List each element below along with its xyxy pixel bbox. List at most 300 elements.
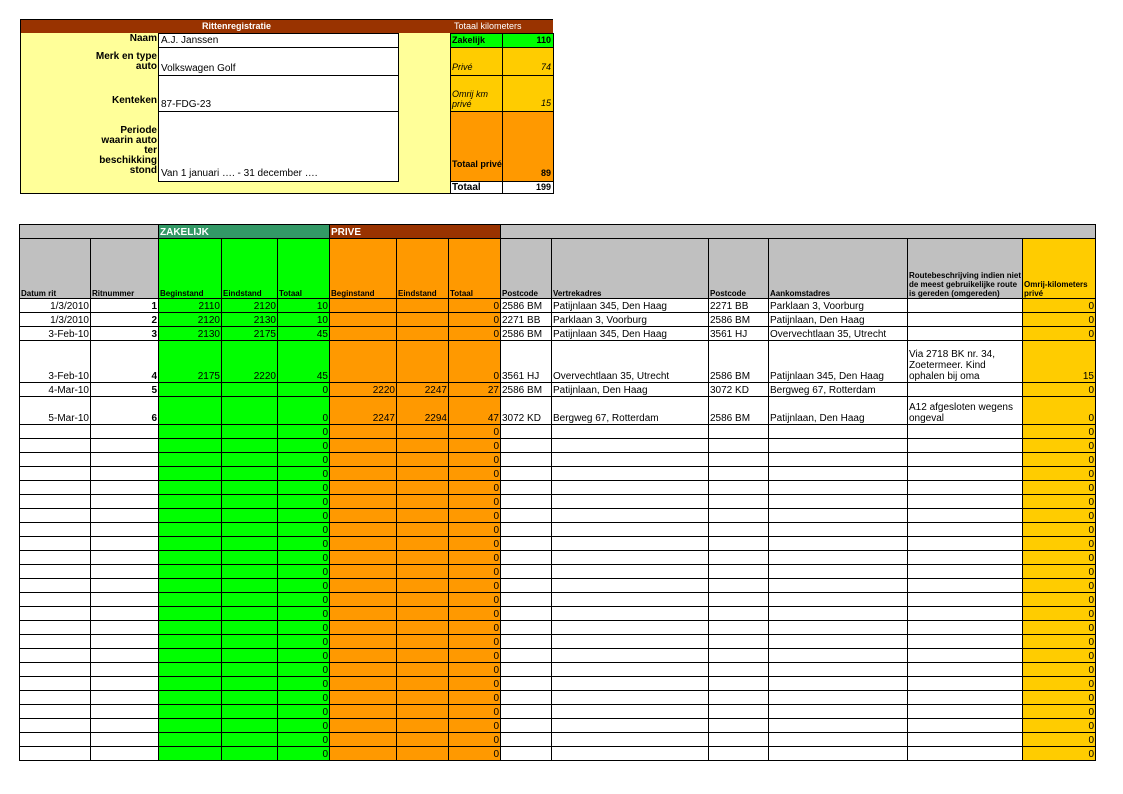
cell-aankomstadres[interactable] bbox=[769, 677, 908, 691]
cell-prive-begin[interactable] bbox=[330, 453, 397, 467]
cell-prive-begin[interactable] bbox=[330, 481, 397, 495]
cell-zakelijk-totaal[interactable]: 0 bbox=[278, 705, 330, 719]
cell-omrij-km[interactable]: 0 bbox=[1023, 383, 1096, 397]
cell-zakelijk-begin[interactable] bbox=[159, 579, 222, 593]
cell-prive-eind[interactable] bbox=[397, 313, 449, 327]
cell-routebeschrijving[interactable] bbox=[908, 537, 1023, 551]
cell-aankomst-postcode[interactable] bbox=[709, 649, 769, 663]
cell-vertrek-postcode[interactable] bbox=[501, 621, 552, 635]
cell-vertrekadres[interactable]: Parklaan 3, Voorburg bbox=[552, 313, 709, 327]
cell-prive-begin[interactable] bbox=[330, 327, 397, 341]
cell-vertrekadres[interactable] bbox=[552, 607, 709, 621]
cell-datum[interactable] bbox=[20, 481, 91, 495]
cell-prive-begin[interactable] bbox=[330, 635, 397, 649]
cell-routebeschrijving[interactable]: Via 2718 BK nr. 34, Zoetermeer. Kind ophalen bij oma bbox=[908, 341, 1023, 383]
cell-aankomst-postcode[interactable] bbox=[709, 453, 769, 467]
cell-aankomstadres[interactable] bbox=[769, 523, 908, 537]
cell-omrij-km[interactable]: 0 bbox=[1023, 313, 1096, 327]
cell-vertrekadres[interactable] bbox=[552, 425, 709, 439]
cell-zakelijk-eind[interactable] bbox=[222, 397, 278, 425]
cell-prive-totaal[interactable]: 27 bbox=[449, 383, 501, 397]
cell-prive-eind[interactable] bbox=[397, 509, 449, 523]
cell-routebeschrijving[interactable] bbox=[908, 467, 1023, 481]
cell-vertrek-postcode[interactable] bbox=[501, 719, 552, 733]
cell-zakelijk-totaal[interactable]: 0 bbox=[278, 719, 330, 733]
cell-vertrek-postcode[interactable] bbox=[501, 537, 552, 551]
cell-vertrek-postcode[interactable] bbox=[501, 677, 552, 691]
cell-zakelijk-eind[interactable] bbox=[222, 677, 278, 691]
cell-aankomstadres[interactable]: Parklaan 3, Voorburg bbox=[769, 299, 908, 313]
cell-prive-eind[interactable] bbox=[397, 607, 449, 621]
cell-prive-begin[interactable]: 2220 bbox=[330, 383, 397, 397]
cell-vertrek-postcode[interactable]: 3072 KD bbox=[501, 397, 552, 425]
cell-prive-begin[interactable] bbox=[330, 579, 397, 593]
cell-vertrek-postcode[interactable]: 2586 BM bbox=[501, 327, 552, 341]
cell-aankomstadres[interactable] bbox=[769, 593, 908, 607]
cell-ritnummer[interactable] bbox=[91, 719, 159, 733]
cell-vertrekadres[interactable]: Bergweg 67, Rotterdam bbox=[552, 397, 709, 425]
cell-prive-begin[interactable] bbox=[330, 733, 397, 747]
cell-ritnummer[interactable] bbox=[91, 593, 159, 607]
cell-zakelijk-eind[interactable] bbox=[222, 537, 278, 551]
cell-ritnummer[interactable] bbox=[91, 635, 159, 649]
cell-zakelijk-eind[interactable] bbox=[222, 495, 278, 509]
cell-aankomst-postcode[interactable] bbox=[709, 733, 769, 747]
cell-vertrek-postcode[interactable] bbox=[501, 565, 552, 579]
cell-omrij-km[interactable]: 0 bbox=[1023, 677, 1096, 691]
cell-aankomst-postcode[interactable] bbox=[709, 565, 769, 579]
cell-omrij-km[interactable]: 0 bbox=[1023, 523, 1096, 537]
cell-omrij-km[interactable]: 0 bbox=[1023, 747, 1096, 761]
cell-ritnummer[interactable] bbox=[91, 677, 159, 691]
cell-vertrek-postcode[interactable] bbox=[501, 453, 552, 467]
cell-zakelijk-totaal[interactable]: 0 bbox=[278, 747, 330, 761]
cell-zakelijk-eind[interactable] bbox=[222, 383, 278, 397]
cell-vertrekadres[interactable] bbox=[552, 439, 709, 453]
cell-aankomst-postcode[interactable] bbox=[709, 607, 769, 621]
cell-vertrek-postcode[interactable] bbox=[501, 523, 552, 537]
cell-prive-eind[interactable] bbox=[397, 705, 449, 719]
cell-aankomstadres[interactable] bbox=[769, 453, 908, 467]
cell-zakelijk-begin[interactable] bbox=[159, 439, 222, 453]
cell-prive-eind[interactable] bbox=[397, 621, 449, 635]
cell-aankomst-postcode[interactable] bbox=[709, 537, 769, 551]
cell-prive-totaal[interactable]: 0 bbox=[449, 677, 501, 691]
cell-zakelijk-eind[interactable] bbox=[222, 733, 278, 747]
cell-prive-eind[interactable] bbox=[397, 453, 449, 467]
cell-zakelijk-eind[interactable] bbox=[222, 467, 278, 481]
cell-zakelijk-eind[interactable] bbox=[222, 481, 278, 495]
cell-prive-begin[interactable] bbox=[330, 621, 397, 635]
cell-vertrek-postcode[interactable] bbox=[501, 747, 552, 761]
cell-prive-totaal[interactable]: 0 bbox=[449, 425, 501, 439]
cell-datum[interactable]: 3-Feb-10 bbox=[20, 341, 91, 383]
cell-datum[interactable] bbox=[20, 705, 91, 719]
cell-routebeschrijving[interactable] bbox=[908, 677, 1023, 691]
cell-aankomstadres[interactable] bbox=[769, 607, 908, 621]
cell-aankomstadres[interactable]: Patijnlaan 345, Den Haag bbox=[769, 341, 908, 383]
cell-zakelijk-eind[interactable] bbox=[222, 425, 278, 439]
cell-routebeschrijving[interactable] bbox=[908, 607, 1023, 621]
cell-omrij-km[interactable]: 0 bbox=[1023, 593, 1096, 607]
cell-zakelijk-totaal[interactable]: 0 bbox=[278, 383, 330, 397]
cell-vertrek-postcode[interactable] bbox=[501, 481, 552, 495]
cell-vertrekadres[interactable] bbox=[552, 635, 709, 649]
cell-vertrek-postcode[interactable]: 2586 BM bbox=[501, 383, 552, 397]
cell-zakelijk-begin[interactable] bbox=[159, 565, 222, 579]
cell-zakelijk-totaal[interactable]: 0 bbox=[278, 495, 330, 509]
cell-vertrek-postcode[interactable]: 2586 BM bbox=[501, 299, 552, 313]
cell-prive-totaal[interactable]: 0 bbox=[449, 299, 501, 313]
cell-zakelijk-begin[interactable] bbox=[159, 467, 222, 481]
cell-zakelijk-eind[interactable] bbox=[222, 593, 278, 607]
cell-aankomst-postcode[interactable]: 2586 BM bbox=[709, 341, 769, 383]
cell-vertrek-postcode[interactable] bbox=[501, 439, 552, 453]
cell-aankomst-postcode[interactable] bbox=[709, 425, 769, 439]
cell-zakelijk-begin[interactable] bbox=[159, 383, 222, 397]
cell-prive-totaal[interactable]: 0 bbox=[449, 341, 501, 383]
cell-datum[interactable] bbox=[20, 663, 91, 677]
cell-aankomstadres[interactable] bbox=[769, 439, 908, 453]
cell-omrij-km[interactable]: 0 bbox=[1023, 551, 1096, 565]
cell-ritnummer[interactable] bbox=[91, 439, 159, 453]
cell-vertrekadres[interactable] bbox=[552, 691, 709, 705]
cell-omrij-km[interactable]: 0 bbox=[1023, 481, 1096, 495]
cell-zakelijk-totaal[interactable]: 0 bbox=[278, 537, 330, 551]
cell-prive-totaal[interactable]: 0 bbox=[449, 509, 501, 523]
cell-aankomst-postcode[interactable] bbox=[709, 509, 769, 523]
cell-vertrekadres[interactable] bbox=[552, 747, 709, 761]
cell-prive-totaal[interactable]: 0 bbox=[449, 565, 501, 579]
cell-ritnummer[interactable]: 1 bbox=[91, 299, 159, 313]
cell-vertrek-postcode[interactable] bbox=[501, 607, 552, 621]
cell-aankomst-postcode[interactable] bbox=[709, 467, 769, 481]
cell-prive-totaal[interactable]: 47 bbox=[449, 397, 501, 425]
cell-prive-totaal[interactable]: 0 bbox=[449, 523, 501, 537]
cell-zakelijk-totaal[interactable]: 0 bbox=[278, 691, 330, 705]
cell-zakelijk-eind[interactable] bbox=[222, 509, 278, 523]
cell-zakelijk-begin[interactable]: 2175 bbox=[159, 341, 222, 383]
cell-aankomst-postcode[interactable] bbox=[709, 747, 769, 761]
cell-ritnummer[interactable]: 3 bbox=[91, 327, 159, 341]
cell-routebeschrijving[interactable] bbox=[908, 649, 1023, 663]
cell-zakelijk-eind[interactable] bbox=[222, 649, 278, 663]
cell-ritnummer[interactable] bbox=[91, 453, 159, 467]
cell-omrij-km[interactable]: 0 bbox=[1023, 439, 1096, 453]
cell-prive-totaal[interactable]: 0 bbox=[449, 663, 501, 677]
cell-datum[interactable] bbox=[20, 593, 91, 607]
cell-aankomst-postcode[interactable]: 2271 BB bbox=[709, 299, 769, 313]
cell-zakelijk-eind[interactable] bbox=[222, 747, 278, 761]
cell-vertrek-postcode[interactable] bbox=[501, 635, 552, 649]
cell-zakelijk-totaal[interactable]: 10 bbox=[278, 299, 330, 313]
cell-routebeschrijving[interactable] bbox=[908, 383, 1023, 397]
cell-routebeschrijving[interactable] bbox=[908, 495, 1023, 509]
cell-vertrek-postcode[interactable] bbox=[501, 691, 552, 705]
cell-zakelijk-eind[interactable] bbox=[222, 453, 278, 467]
cell-ritnummer[interactable] bbox=[91, 551, 159, 565]
cell-ritnummer[interactable]: 4 bbox=[91, 341, 159, 383]
cell-vertrekadres[interactable] bbox=[552, 509, 709, 523]
cell-routebeschrijving[interactable] bbox=[908, 691, 1023, 705]
cell-prive-begin[interactable] bbox=[330, 495, 397, 509]
cell-zakelijk-totaal[interactable]: 45 bbox=[278, 327, 330, 341]
cell-routebeschrijving[interactable] bbox=[908, 481, 1023, 495]
merk-field[interactable]: Volkswagen Golf bbox=[158, 47, 399, 76]
cell-prive-eind[interactable] bbox=[397, 733, 449, 747]
cell-routebeschrijving[interactable] bbox=[908, 425, 1023, 439]
cell-omrij-km[interactable]: 0 bbox=[1023, 327, 1096, 341]
cell-omrij-km[interactable]: 0 bbox=[1023, 509, 1096, 523]
cell-vertrekadres[interactable] bbox=[552, 733, 709, 747]
cell-datum[interactable] bbox=[20, 509, 91, 523]
cell-ritnummer[interactable] bbox=[91, 523, 159, 537]
cell-prive-totaal[interactable]: 0 bbox=[449, 649, 501, 663]
cell-datum[interactable] bbox=[20, 677, 91, 691]
cell-ritnummer[interactable] bbox=[91, 565, 159, 579]
cell-ritnummer[interactable]: 6 bbox=[91, 397, 159, 425]
cell-vertrekadres[interactable] bbox=[552, 537, 709, 551]
cell-datum[interactable]: 1/3/2010 bbox=[20, 313, 91, 327]
cell-ritnummer[interactable] bbox=[91, 425, 159, 439]
cell-datum[interactable] bbox=[20, 565, 91, 579]
cell-aankomst-postcode[interactable]: 2586 BM bbox=[709, 397, 769, 425]
cell-routebeschrijving[interactable]: A12 afgesloten wegens ongeval bbox=[908, 397, 1023, 425]
cell-zakelijk-totaal[interactable]: 0 bbox=[278, 509, 330, 523]
cell-vertrek-postcode[interactable] bbox=[501, 425, 552, 439]
cell-zakelijk-eind[interactable] bbox=[222, 551, 278, 565]
cell-zakelijk-begin[interactable] bbox=[159, 551, 222, 565]
cell-zakelijk-begin[interactable] bbox=[159, 747, 222, 761]
cell-aankomst-postcode[interactable] bbox=[709, 593, 769, 607]
cell-ritnummer[interactable] bbox=[91, 481, 159, 495]
cell-routebeschrijving[interactable] bbox=[908, 579, 1023, 593]
cell-ritnummer[interactable] bbox=[91, 537, 159, 551]
cell-prive-totaal[interactable]: 0 bbox=[449, 579, 501, 593]
cell-prive-eind[interactable] bbox=[397, 747, 449, 761]
cell-aankomstadres[interactable] bbox=[769, 635, 908, 649]
cell-zakelijk-begin[interactable] bbox=[159, 537, 222, 551]
cell-zakelijk-eind[interactable]: 2175 bbox=[222, 327, 278, 341]
cell-prive-begin[interactable] bbox=[330, 537, 397, 551]
cell-routebeschrijving[interactable] bbox=[908, 313, 1023, 327]
cell-zakelijk-totaal[interactable]: 10 bbox=[278, 313, 330, 327]
cell-datum[interactable] bbox=[20, 691, 91, 705]
cell-vertrekadres[interactable] bbox=[552, 551, 709, 565]
cell-prive-eind[interactable] bbox=[397, 635, 449, 649]
cell-vertrekadres[interactable] bbox=[552, 719, 709, 733]
cell-prive-begin[interactable] bbox=[330, 719, 397, 733]
cell-zakelijk-totaal[interactable]: 0 bbox=[278, 593, 330, 607]
cell-aankomstadres[interactable] bbox=[769, 579, 908, 593]
cell-omrij-km[interactable]: 0 bbox=[1023, 453, 1096, 467]
cell-aankomst-postcode[interactable] bbox=[709, 551, 769, 565]
cell-datum[interactable] bbox=[20, 495, 91, 509]
cell-routebeschrijving[interactable] bbox=[908, 733, 1023, 747]
cell-zakelijk-begin[interactable] bbox=[159, 593, 222, 607]
cell-prive-eind[interactable] bbox=[397, 425, 449, 439]
cell-aankomstadres[interactable] bbox=[769, 565, 908, 579]
cell-routebeschrijving[interactable] bbox=[908, 327, 1023, 341]
cell-vertrekadres[interactable]: Patijnlaan 345, Den Haag bbox=[552, 327, 709, 341]
cell-zakelijk-totaal[interactable]: 0 bbox=[278, 425, 330, 439]
cell-vertrek-postcode[interactable]: 2271 BB bbox=[501, 313, 552, 327]
cell-vertrekadres[interactable] bbox=[552, 621, 709, 635]
cell-ritnummer[interactable]: 5 bbox=[91, 383, 159, 397]
cell-vertrek-postcode[interactable] bbox=[501, 733, 552, 747]
cell-prive-eind[interactable] bbox=[397, 341, 449, 383]
cell-vertrek-postcode[interactable] bbox=[501, 551, 552, 565]
cell-zakelijk-totaal[interactable]: 0 bbox=[278, 579, 330, 593]
cell-prive-totaal[interactable]: 0 bbox=[449, 551, 501, 565]
cell-zakelijk-eind[interactable] bbox=[222, 523, 278, 537]
cell-prive-eind[interactable] bbox=[397, 719, 449, 733]
cell-prive-totaal[interactable]: 0 bbox=[449, 467, 501, 481]
naam-field[interactable]: A.J. Janssen bbox=[158, 33, 399, 48]
cell-datum[interactable]: 5-Mar-10 bbox=[20, 397, 91, 425]
cell-vertrek-postcode[interactable] bbox=[501, 705, 552, 719]
cell-vertrek-postcode[interactable] bbox=[501, 579, 552, 593]
cell-aankomst-postcode[interactable] bbox=[709, 719, 769, 733]
cell-routebeschrijving[interactable] bbox=[908, 635, 1023, 649]
cell-zakelijk-eind[interactable] bbox=[222, 621, 278, 635]
cell-zakelijk-totaal[interactable]: 0 bbox=[278, 677, 330, 691]
cell-zakelijk-begin[interactable] bbox=[159, 509, 222, 523]
cell-datum[interactable] bbox=[20, 579, 91, 593]
cell-omrij-km[interactable]: 0 bbox=[1023, 299, 1096, 313]
cell-zakelijk-totaal[interactable]: 0 bbox=[278, 397, 330, 425]
cell-aankomst-postcode[interactable] bbox=[709, 481, 769, 495]
cell-vertrek-postcode[interactable]: 3561 HJ bbox=[501, 341, 552, 383]
cell-zakelijk-begin[interactable] bbox=[159, 733, 222, 747]
cell-aankomstadres[interactable]: Patijnlaan, Den Haag bbox=[769, 397, 908, 425]
cell-prive-eind[interactable] bbox=[397, 481, 449, 495]
cell-zakelijk-eind[interactable] bbox=[222, 719, 278, 733]
cell-zakelijk-totaal[interactable]: 0 bbox=[278, 607, 330, 621]
cell-zakelijk-eind[interactable] bbox=[222, 579, 278, 593]
cell-aankomstadres[interactable] bbox=[769, 551, 908, 565]
cell-prive-eind[interactable] bbox=[397, 299, 449, 313]
periode-field[interactable]: Van 1 januari …. - 31 december …. bbox=[158, 111, 399, 182]
cell-prive-begin[interactable] bbox=[330, 705, 397, 719]
cell-prive-totaal[interactable]: 0 bbox=[449, 621, 501, 635]
cell-zakelijk-eind[interactable] bbox=[222, 607, 278, 621]
cell-zakelijk-begin[interactable] bbox=[159, 523, 222, 537]
cell-zakelijk-begin[interactable] bbox=[159, 607, 222, 621]
cell-ritnummer[interactable] bbox=[91, 495, 159, 509]
cell-prive-begin[interactable] bbox=[330, 691, 397, 705]
cell-omrij-km[interactable]: 0 bbox=[1023, 705, 1096, 719]
cell-prive-begin[interactable] bbox=[330, 467, 397, 481]
cell-prive-begin[interactable] bbox=[330, 747, 397, 761]
cell-vertrekadres[interactable] bbox=[552, 523, 709, 537]
cell-prive-begin[interactable] bbox=[330, 439, 397, 453]
cell-datum[interactable] bbox=[20, 649, 91, 663]
cell-aankomstadres[interactable] bbox=[769, 691, 908, 705]
cell-zakelijk-begin[interactable] bbox=[159, 719, 222, 733]
cell-aankomstadres[interactable] bbox=[769, 425, 908, 439]
cell-datum[interactable] bbox=[20, 733, 91, 747]
cell-datum[interactable] bbox=[20, 523, 91, 537]
cell-aankomstadres[interactable] bbox=[769, 663, 908, 677]
cell-omrij-km[interactable]: 0 bbox=[1023, 635, 1096, 649]
cell-prive-begin[interactable] bbox=[330, 341, 397, 383]
cell-vertrekadres[interactable] bbox=[552, 495, 709, 509]
cell-ritnummer[interactable] bbox=[91, 579, 159, 593]
cell-prive-eind[interactable] bbox=[397, 537, 449, 551]
cell-prive-eind[interactable] bbox=[397, 649, 449, 663]
cell-omrij-km[interactable]: 0 bbox=[1023, 537, 1096, 551]
cell-prive-eind[interactable] bbox=[397, 467, 449, 481]
cell-prive-begin[interactable] bbox=[330, 551, 397, 565]
cell-vertrekadres[interactable] bbox=[552, 649, 709, 663]
cell-vertrekadres[interactable] bbox=[552, 565, 709, 579]
cell-zakelijk-begin[interactable] bbox=[159, 397, 222, 425]
cell-routebeschrijving[interactable] bbox=[908, 747, 1023, 761]
cell-zakelijk-totaal[interactable]: 0 bbox=[278, 481, 330, 495]
cell-aankomst-postcode[interactable] bbox=[709, 439, 769, 453]
cell-omrij-km[interactable]: 0 bbox=[1023, 425, 1096, 439]
cell-omrij-km[interactable]: 0 bbox=[1023, 621, 1096, 635]
cell-routebeschrijving[interactable] bbox=[908, 509, 1023, 523]
cell-routebeschrijving[interactable] bbox=[908, 299, 1023, 313]
cell-prive-totaal[interactable]: 0 bbox=[449, 733, 501, 747]
cell-aankomst-postcode[interactable]: 3072 KD bbox=[709, 383, 769, 397]
cell-zakelijk-eind[interactable] bbox=[222, 663, 278, 677]
cell-zakelijk-totaal[interactable]: 0 bbox=[278, 453, 330, 467]
cell-prive-begin[interactable] bbox=[330, 593, 397, 607]
cell-zakelijk-totaal[interactable]: 0 bbox=[278, 523, 330, 537]
cell-prive-begin[interactable] bbox=[330, 523, 397, 537]
cell-aankomstadres[interactable] bbox=[769, 537, 908, 551]
cell-aankomst-postcode[interactable] bbox=[709, 579, 769, 593]
cell-aankomst-postcode[interactable] bbox=[709, 621, 769, 635]
cell-prive-totaal[interactable]: 0 bbox=[449, 481, 501, 495]
cell-aankomst-postcode[interactable] bbox=[709, 677, 769, 691]
cell-prive-eind[interactable] bbox=[397, 663, 449, 677]
cell-prive-totaal[interactable]: 0 bbox=[449, 719, 501, 733]
cell-zakelijk-totaal[interactable]: 0 bbox=[278, 565, 330, 579]
cell-omrij-km[interactable]: 0 bbox=[1023, 649, 1096, 663]
cell-prive-eind[interactable] bbox=[397, 691, 449, 705]
cell-routebeschrijving[interactable] bbox=[908, 453, 1023, 467]
cell-routebeschrijving[interactable] bbox=[908, 719, 1023, 733]
cell-prive-begin[interactable] bbox=[330, 565, 397, 579]
cell-prive-eind[interactable] bbox=[397, 551, 449, 565]
cell-ritnummer[interactable] bbox=[91, 607, 159, 621]
cell-zakelijk-begin[interactable] bbox=[159, 649, 222, 663]
cell-zakelijk-begin[interactable] bbox=[159, 425, 222, 439]
cell-datum[interactable] bbox=[20, 719, 91, 733]
cell-omrij-km[interactable]: 0 bbox=[1023, 719, 1096, 733]
cell-datum[interactable] bbox=[20, 747, 91, 761]
cell-prive-eind[interactable] bbox=[397, 523, 449, 537]
cell-zakelijk-eind[interactable]: 2120 bbox=[222, 299, 278, 313]
cell-omrij-km[interactable]: 15 bbox=[1023, 341, 1096, 383]
cell-vertrek-postcode[interactable] bbox=[501, 509, 552, 523]
cell-prive-begin[interactable] bbox=[330, 677, 397, 691]
cell-aankomst-postcode[interactable]: 2586 BM bbox=[709, 313, 769, 327]
cell-ritnummer[interactable] bbox=[91, 663, 159, 677]
cell-aankomstadres[interactable]: Patijnlaan, Den Haag bbox=[769, 313, 908, 327]
cell-vertrekadres[interactable] bbox=[552, 467, 709, 481]
cell-prive-totaal[interactable]: 0 bbox=[449, 705, 501, 719]
cell-aankomst-postcode[interactable] bbox=[709, 523, 769, 537]
cell-prive-eind[interactable] bbox=[397, 327, 449, 341]
cell-prive-totaal[interactable]: 0 bbox=[449, 453, 501, 467]
cell-zakelijk-totaal[interactable]: 0 bbox=[278, 621, 330, 635]
cell-vertrekadres[interactable] bbox=[552, 453, 709, 467]
